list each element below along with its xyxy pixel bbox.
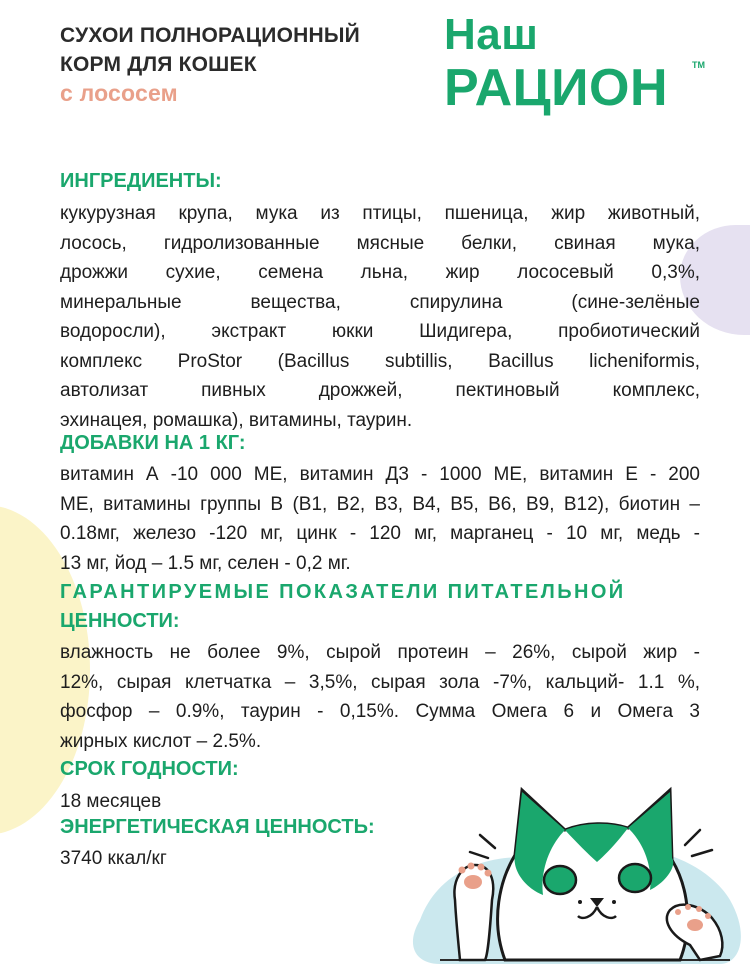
shelf-life-title: СРОК ГОДНОСТИ: xyxy=(60,758,239,780)
ingredients-line: эхинацея, ромашка), витамины, таурин. xyxy=(60,409,413,431)
additives-line: МЕ, витамины группы В (В1, В2, В3, В4, В5, В6, В9, В12), биотин – xyxy=(60,493,700,515)
energy-value xyxy=(60,844,167,874)
shelf-life-value xyxy=(60,787,161,817)
additives-title: ДОБАВКИ НА 1 КГ: xyxy=(60,432,246,454)
trademark-mark: TM xyxy=(692,60,705,70)
nutrition-line: влажность не более 9%, сырой протеин – 26%, сырой жир - xyxy=(60,642,700,663)
nutrition-line: 12%, сырая клетчатка – 3,5%, сырая зола -7%, кальций- 1.1 %, xyxy=(60,671,700,693)
ingredients-line: кукурузная крупа, мука из птицы, пшеница, жир животный, xyxy=(60,203,700,224)
ingredients-line: дрожжи сухие, семена льна, жир лососевый 0,3%, xyxy=(60,262,700,283)
logo-line1: Наш xyxy=(444,10,539,59)
energy-title: ЭНЕРГЕТИЧЕСКАЯ ЦЕННОСТЬ: xyxy=(60,816,375,838)
product-title-line1: СУХОИ ПОЛНОРАЦИОННЫЙ xyxy=(60,24,360,47)
nutrition-line: жирных кислот – 2.5%. xyxy=(60,730,262,752)
nutrition-text xyxy=(60,638,700,756)
ingredients-line: лосось, гидролизованные мясные белки, свиная мука, xyxy=(60,232,700,254)
energy-text: 3740 ккал/кг xyxy=(60,848,167,869)
ingredients-line: комплекс ProStor (Bacillus subtillis, Bacillus licheniformis, xyxy=(60,350,700,372)
additives-line: витамин А -10 000 МЕ, витамин Д3 - 1000 МЕ, витамин Е - 200 xyxy=(60,464,700,485)
nutrition-title-line2: ЦЕННОСТИ: xyxy=(60,610,180,632)
ingredients-line: водоросли), экстракт юкки Шидигера, пробиотический xyxy=(60,321,700,342)
product-title-line2: КОРМ ДЛЯ КОШЕК xyxy=(60,53,257,76)
product-flavor: с лососем xyxy=(60,80,178,106)
nutrition-line: фосфор – 0.9%, таурин - 0,15%. Сумма Омега 6 и Омега 3 xyxy=(60,701,700,722)
additives-line: 0.18мг, железо -120 мг, цинк - 120 мг, марганец - 10 мг, медь - xyxy=(60,523,700,544)
ingredients-text xyxy=(60,199,700,435)
additives-text xyxy=(60,460,700,578)
ingredients-line: минеральные вещества, спирулина (сине-зелёные xyxy=(60,291,700,313)
ingredients-line: автолизат пивных дрожжей, пектиновый комплекс, xyxy=(60,380,700,401)
ingredients-title: ИНГРЕДИЕНТЫ: xyxy=(60,170,222,192)
additives-line: 13 мг, йод – 1.5 мг, селен - 0,2 мг. xyxy=(60,552,351,574)
logo-line2: РАЦИОН xyxy=(444,59,669,117)
shelf-life-text: 18 месяцев xyxy=(60,791,162,812)
nutrition-title-line1: ГАРАНТИРУЕМЫЕ ПОКАЗАТЕЛИ ПИТАТЕЛЬНОЙ xyxy=(60,581,626,603)
